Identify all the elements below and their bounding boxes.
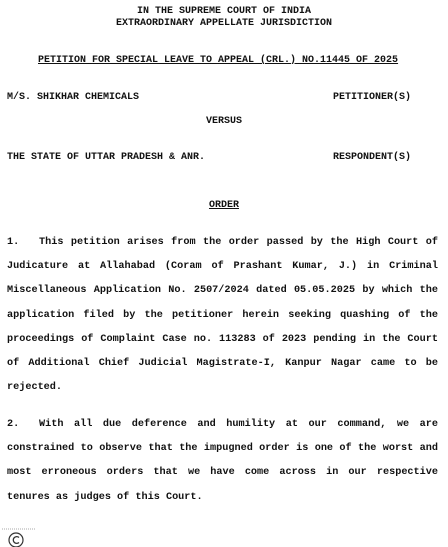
paragraph-text: This petition arises from the order passed by the High Court of Judicature at Allahabad (Coram of Prashant Kumar, J.) in Criminal Miscellaneous Application No. 2507/2024 dated 05.05.2025 by which the application filed by the petitioner herein seeking quashing of the proceedings of Complaint Case no. 113283 of 2023 pending in the Court of Additional Chief Judicial Magistrate-I, Kanpur Nagar came to be rejected.	[7, 237, 438, 394]
petitioner-role: PETITIONER(S)	[333, 92, 412, 103]
order-heading: ORDER	[208, 200, 239, 211]
paragraph-number: 2.	[7, 419, 20, 430]
copyright-seal-icon	[2, 527, 36, 547]
paragraph-1	[7, 231, 438, 400]
paragraph-2	[7, 413, 438, 510]
petitioner-row	[7, 92, 417, 104]
petitioner-name: M/S. SHIKHAR CHEMICALS	[7, 92, 140, 103]
petition-title: PETITION FOR SPECIAL LEAVE TO APPEAL (CRL.) NO.11445 OF 2025	[38, 55, 399, 66]
versus-label: VERSUS	[205, 116, 242, 127]
jurisdiction: EXTRAORDINARY APPELLATE JURISDICTION	[115, 18, 333, 29]
paragraph-number: 1.	[7, 237, 20, 248]
respondent-role: RESPONDENT(S)	[333, 152, 412, 163]
respondent-name: THE STATE OF UTTAR PRADESH & ANR.	[7, 152, 206, 163]
paragraph-text: With all due deference and humility at our command, we are constrained to observe that the impugned order is one of the worst and most erroneous orders that we have come across in our respective tenures as judges of this Court.	[7, 419, 438, 503]
court-name: IN THE SUPREME COURT OF INDIA	[136, 6, 312, 17]
respondent-row	[7, 152, 417, 164]
